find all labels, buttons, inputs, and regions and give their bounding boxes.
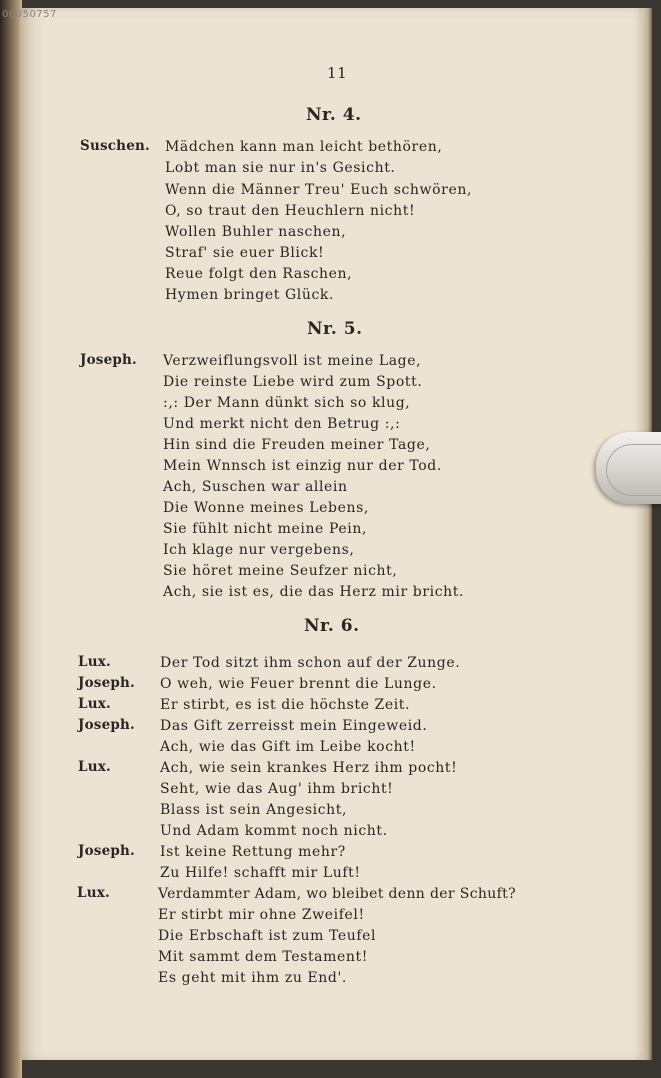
- speaker-name: Joseph.: [80, 352, 137, 368]
- verse-line: Hymen bringet Glück.: [165, 287, 335, 303]
- verse-line: Ist keine Rettung mehr?: [160, 844, 346, 860]
- verse-line: O weh, wie Feuer brennt die Lunge.: [160, 676, 437, 692]
- verse-line: O, so traut den Heuchlern nicht!: [165, 203, 416, 219]
- verse-line: Straf' sie euer Blick!: [165, 245, 325, 261]
- page-number: 11: [327, 64, 348, 82]
- page-clip-rim: [606, 444, 661, 496]
- verse-line: Es geht mit ihm zu End'.: [158, 970, 347, 986]
- verse-line: Blass ist sein Angesicht,: [160, 802, 348, 818]
- verse-line: Die Wonne meines Lebens,: [163, 500, 369, 516]
- verse-line: Verzweiflungsvoll ist meine Lage,: [163, 353, 422, 369]
- book-spine: [0, 0, 22, 1078]
- speaker-name: Lux.: [78, 759, 111, 775]
- verse-line: Sie höret meine Seufzer nicht,: [163, 563, 398, 579]
- verse-line: Sie fühlt nicht meine Pein,: [163, 521, 368, 537]
- section-heading: Nr. 4.: [306, 105, 362, 125]
- speaker-name: Joseph.: [78, 717, 135, 733]
- verse-line: Und merkt nicht den Betrug :,:: [163, 416, 401, 432]
- verse-line: Das Gift zerreisst mein Eingeweid.: [160, 718, 428, 734]
- speaker-name: Lux.: [78, 654, 111, 670]
- verse-line: Ich klage nur vergebens,: [163, 542, 355, 558]
- verse-line: Zu Hilfe! schafft mir Luft!: [160, 865, 361, 881]
- verse-line: Der Tod sitzt ihm schon auf der Zunge.: [160, 655, 461, 671]
- verse-line: Wollen Buhler naschen,: [165, 224, 347, 240]
- section-heading: Nr. 5.: [307, 319, 363, 339]
- section-heading: Nr. 6.: [304, 616, 360, 636]
- verse-line: Ach, sie ist es, die das Herz mir bricht.: [163, 584, 465, 600]
- verse-line: :,: Der Mann dünkt sich so klug,: [163, 395, 411, 411]
- verse-line: Hin sind die Freuden meiner Tage,: [163, 437, 431, 453]
- speaker-name: Suschen.: [80, 138, 150, 154]
- scan-id-label: 00050757: [2, 9, 57, 20]
- page-edge: [642, 8, 652, 1060]
- speaker-name: Lux.: [78, 696, 111, 712]
- verse-line: Wenn die Männer Treu' Euch schwören,: [165, 182, 473, 198]
- verse-line: Mit sammt dem Testament!: [158, 949, 368, 965]
- speaker-name: Joseph.: [78, 843, 135, 859]
- verse-line: Die reinste Liebe wird zum Spott.: [163, 374, 423, 390]
- speaker-name: Joseph.: [78, 675, 135, 691]
- verse-line: Ach, Suschen war allein: [163, 479, 348, 495]
- verse-line: Die Erbschaft ist zum Teufel: [158, 928, 377, 944]
- verse-line: Ach, wie das Gift im Leibe kocht!: [160, 739, 416, 755]
- verse-line: Er stirbt, es ist die höchste Zeit.: [160, 697, 411, 713]
- verse-line: Seht, wie das Aug' ihm bricht!: [160, 781, 394, 797]
- verse-line: Lobt man sie nur in's Gesicht.: [165, 160, 396, 176]
- verse-line: Und Adam kommt noch nicht.: [160, 823, 388, 839]
- verse-line: Er stirbt mir ohne Zweifel!: [158, 907, 365, 923]
- speaker-name: Lux.: [77, 885, 110, 901]
- verse-line: Reue folgt den Raschen,: [165, 266, 353, 282]
- verse-line: Mein Wnnsch ist einzig nur der Tod.: [163, 458, 442, 474]
- verse-line: Ach, wie sein krankes Herz ihm pocht!: [160, 760, 458, 776]
- verse-line: Mädchen kann man leicht bethören,: [165, 139, 443, 155]
- verse-line: Verdammter Adam, wo bleibet denn der Schuft?: [158, 886, 516, 902]
